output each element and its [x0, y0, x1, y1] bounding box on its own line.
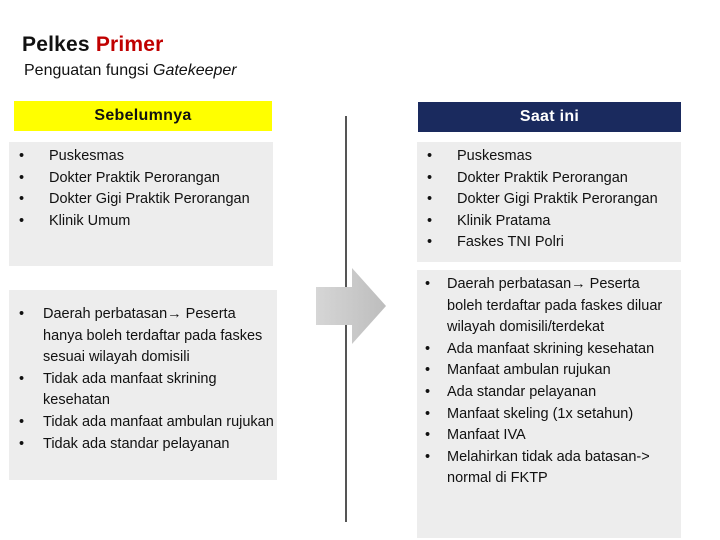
list-item: • Daerah perbatasan→ Peserta hanya boleh terdaftar pada faskes sesuai wilayah domisili: [19, 304, 274, 369]
list-item: • Puskesmas: [427, 146, 658, 168]
now-facilities-list: [427, 146, 658, 254]
list-item: • Manfaat IVA: [425, 425, 675, 447]
list-item: • Dokter Gigi Praktik Perorangan: [19, 189, 250, 211]
list-item: • Klinik Pratama: [427, 211, 658, 233]
list-item: • Ada manfaat skrining kesehatan: [425, 339, 675, 361]
subtitle-italic-text: Gatekeeper: [153, 62, 237, 79]
list-item: • Faskes TNI Polri: [427, 232, 658, 254]
title-accent-text: Primer: [95, 33, 164, 56]
list-item: • Tidak ada standar pelayanan: [19, 434, 274, 456]
page-subtitle: [24, 62, 237, 80]
list-item: • Tidak ada manfaat ambulan rujukan: [19, 412, 274, 434]
list-item: • Manfaat skeling (1x setahun): [425, 404, 675, 426]
list-item: • Klinik Umum: [19, 211, 250, 233]
before-facilities-list: [19, 146, 250, 232]
header-before: Sebelumnya: [14, 101, 272, 131]
page-title: [22, 33, 164, 57]
header-now: Saat ini: [418, 102, 681, 132]
before-notes-list: [19, 304, 274, 455]
list-item: • Puskesmas: [19, 146, 250, 168]
list-item: • Dokter Praktik Perorangan: [427, 168, 658, 190]
list-item: • Melahirkan tidak ada batasan-> normal di FKTP: [425, 447, 675, 490]
list-item: • Daerah perbatasan→ Peserta boleh terdaftar pada faskes diluar wilayah domisili/terdekat: [425, 274, 675, 339]
now-notes-panel: [417, 270, 681, 538]
before-facilities-panel: [9, 142, 273, 266]
now-facilities-panel: [417, 142, 681, 262]
now-notes-list: [425, 274, 675, 490]
list-item: • Dokter Gigi Praktik Perorangan: [427, 189, 658, 211]
list-item: • Ada standar pelayanan: [425, 382, 675, 404]
before-notes-panel: [9, 290, 277, 480]
subtitle-text: Penguatan fungsi: [24, 62, 149, 79]
list-item: • Dokter Praktik Perorangan: [19, 168, 250, 190]
title-text: Pelkes: [22, 33, 90, 56]
list-item: • Tidak ada manfaat skrining kesehatan: [19, 369, 274, 412]
right-arrow-icon: [316, 268, 386, 344]
list-item: • Manfaat ambulan rujukan: [425, 360, 675, 382]
